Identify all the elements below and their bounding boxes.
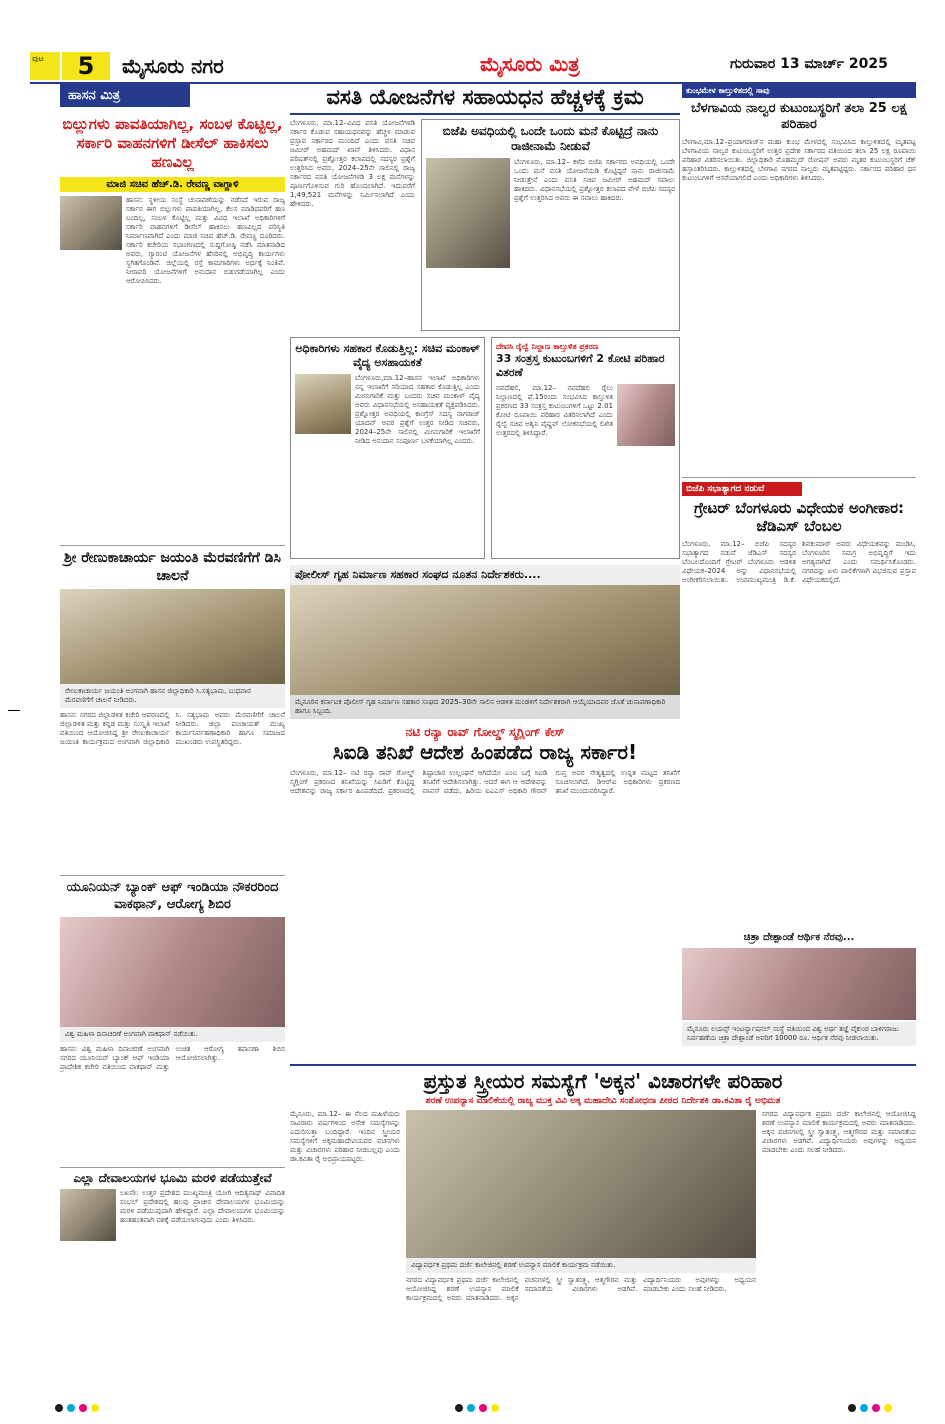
event-photo: [406, 1110, 756, 1258]
story-body: ಬೆಂಗಳೂರು, ಮಾ.12– ನಟಿ ರನ್ಯಾ ರಾವ್ ಗೋಲ್ಡ್ ಸ್ಮಗ್ಲಿಂಗ್ ಪ್ರಕರಣದ ತನಿಖೆಯನ್ನು ಸಿಐಡಿಗೆ ಕೊಟ್ಟಿದ್ದ ಆದೇಶವನ್ನು ರಾಜ್ಯ ಸರ್ಕಾರ ಹಿಂಪಡೆದಿದೆ. ಪ್ರಕರಣದಲ್ಲಿ ಶಿಷ್ಟಾಚಾರ ಉಲ್ಲಂಘನೆ ಆಗಿದೆಯೇ ಎಂಬ ಬಗ್ಗೆ ಸಿಐಡಿ ತನಿಖೆಗೆ ಆದೇಶಿಸಲಾಗಿತ್ತು. ಆದರೆ ಈಗ ಆ ಆದೇಶವನ್ನು ವಾಪಸ್ ಪಡೆದು, ಹಿರಿಯ ಐಎಎಸ್ ಅಧಿಕಾರಿ ಗೌರವ್ ಗುಪ್ತ ಅವರ ನೇತೃತ್ವದಲ್ಲಿ ಉನ್ನತ ಮಟ್ಟದ ತನಿಖೆಗೆ ಸೂಚಿಸಲಾಗಿದೆ. ಡಿಆರ್‌ಐ ಅಧಿಕಾರಿಗಳು ಪ್ರಕರಣದ ತನಿಖೆ ಮುಂದುವರಿಸಿದ್ದಾರೆ.: [290, 769, 680, 795]
story-body: ಬೆಂಗಳೂರು, ಮಾ.12–ವಿವಿಧ ವಸತಿ ಯೋಜನೆಗಳಡಿ ಸರ್ಕಾರ ಕೊಡುವ ಸಹಾಯಧನವನ್ನು ಹೆಚ್ಚಳ ಮಾಡುವ ಪ್ರಸ್ತಾವ ಸರ್ಕಾರದ ಮುಂದಿದೆ ಎಂದು ವಸತಿ ಸಚಿವ ಜಮೀರ್ ಅಹಮದ್ ಖಾನ್ ತಿಳಿಸಿದರು. ವಿಧಾನ ಪರಿಷತ್‌ನಲ್ಲಿ ಪ್ರಶ್ನೋತ್ತರ ಕಲಾಪದಲ್ಲಿ ಸದಸ್ಯರ ಪ್ರಶ್ನೆಗೆ ಉತ್ತರಿಸಿದ ಅವರು, 2024–25ನೇ ಸಾಲಿನಲ್ಲಿ ರಾಜ್ಯ ಸರ್ಕಾರದ ವಸತಿ ಯೋಜನೆಗಳಡಿ 3 ಲಕ್ಷ ಮನೆಗಳನ್ನು ಪೂರ್ಣಗೊಳಿಸುವ ಗುರಿ ಹೊಂದಲಾಗಿದೆ. ಇದುವರೆಗೆ 1,49,521 ಮನೆಗಳನ್ನು ನಿರ್ಮಿಸಲಾಗಿದೆ ಎಂದು ಹೇಳಿದರು.: [290, 119, 415, 209]
box-body: ಬೆಂಗಳೂರು,ಮಾ.12–ಹಾಸನ ಇಲಾಖೆ ಅಧಿಕಾರಿಗಳು ನನ್ನ ಇಲಾಖೆಗೆ ಸರಿಯಾದ ಸಹಕಾರ ಕೊಡುತ್ತಿಲ್ಲ ಎಂದು ಮೀನುಗಾರಿಕೆ ಮತ್ತು ಬಂದರು ಸಚಿವ ಮಂಕಾಳ್ ವೈದ್ಯ ಅವರು ವಿಧಾನಸಭೆಯಲ್ಲಿ ಅಸಹಾಯಕತೆ ವ್ಯಕ್ತಪಡಿಸಿದರು. ಪ್ರಶ್ನೋತ್ತರ ಅವಧಿಯಲ್ಲಿ ಕಾಂಗ್ರೆಸ್ ಸದಸ್ಯ ನಾಗರಾಜ್ ಯಾದವ್ ಅವರ ಪ್ರಶ್ನೆಗೆ ಉತ್ತರ ನೀಡಿದ ಸಚಿವರು, 2024–25ನೇ ಸಾಲಿನಲ್ಲಿ ಮೀನುಗಾರಿಕೆ ಇಲಾಖೆಗೆ ನೀಡಿದ ಅನುದಾನ ಸಂಪೂರ್ಣ ಬಳಕೆಯಾಗಿಲ್ಲ ಎಂದರು.: [355, 373, 480, 445]
registration-marks-center: [455, 1404, 499, 1412]
registration-dot: [467, 1404, 475, 1412]
box-body: ನವದೆಹಲಿ, ಮಾ.12– ನವದೆಹಲಿ ರೈಲು ನಿಲ್ದಾಣದಲ್ಲಿ ಫೆ.15ರಂದು ಸಂಭವಿಸಿದ ಕಾಲ್ತುಳಿತ ಪ್ರಕರಣದ 33 ಸಂತ್ರಸ್ತ ಕುಟುಂಬಗಳಿಗೆ ಒಟ್ಟು 2.01 ಕೋಟಿ ರೂಪಾಯಿ ಪರಿಹಾರ ವಿತರಿಸಲಾಗಿದೆ ಎಂದು ರೈಲ್ವೆ ಸಚಿವ ಅಶ್ವಿನಿ ವೈಷ್ಣವ್ ಲೋಕಸಭೆಯಲ್ಲಿ ಲಿಖಿತ ಉತ್ತರದಲ್ಲಿ ತಿಳಿಸಿದ್ದಾರೆ.: [496, 383, 613, 437]
story-headline: ಯೂನಿಯನ್ ಬ್ಯಾಂಕ್ ಆಫ್ ಇಂಡಿಯಾ ನೌಕರರಿಂದ ವಾಕಥಾನ್, ಆರೋಗ್ಯ ಶಿಬಿರ: [66, 880, 279, 912]
story-headline: ಎಲ್ಲಾ ದೇವಾಲಯಗಳ ಭೂಮಿ ಮರಳಿ ಪಡೆಯುತ್ತೇವೆ: [73, 1170, 272, 1185]
photo-caption: ವಿದ್ಯಾವರ್ಧಕ ಪ್ರಥಮ ದರ್ಜೆ ಕಾಲೇಜಿನಲ್ಲಿ ಶರಣೆ ಉಪನ್ಯಾಸ ಮಾಲಿಕೆ ಕಾರ್ಯಕ್ರಮ ನಡೆಯಿತು.: [406, 1258, 756, 1273]
page-number: 5: [62, 52, 110, 80]
story-body: ಹಾಸನ: ನಗರದ ಜಿಲ್ಲಾಡಳಿತ ಕಚೇರಿ ಆವರಣದಲ್ಲಿ ಜಿಲ್ಲಾಡಳಿತ ಮತ್ತು ಕನ್ನಡ ಮತ್ತು ಸಂಸ್ಕೃತಿ ಇಲಾಖೆ ವತಿಯಿಂದ ಆಯೋಜಿಸಿದ್ದ ಶ್ರೀ ರೇಣುಕಾಚಾರ್ಯ ಜಯಂತಿ ಕಾರ್ಯಕ್ರಮದ ಅಂಗವಾಗಿ ಜಿಲ್ಲಾಧಿಕಾರಿ ಸಿ. ಸತ್ಯಭಾಮ ಅವರು ಮೆರವಣಿಗೆಗೆ ಚಾಲನೆ ನೀಡಿದರು. ಜಿಲ್ಲಾ ಪಂಚಾಯತ್ ಮುಖ್ಯ ಕಾರ್ಯನಿರ್ವಹಣಾಧಿಕಾರಿ ಹಾಗೂ ಸಮಾಜದ ಮುಖಂಡರು ಉಪಸ್ಥಿತರಿದ್ದರು.: [60, 711, 285, 747]
story-body: ಮೈಸೂರು, ಮಾ.12– ಈ ನೆಲದ ಮಹಿಳೆಯರು ಸಾವಿರಾರು ವರ್ಷಗಳಿಂದ ಅನೇಕ ಸಮಸ್ಯೆಗಳನ್ನು ಎದುರಿಸುತ್ತಾ ಬಂದಿದ್ದಾರೆ. ಇಂದಿನ ಸ್ತ್ರೀಯರ ಸಮಸ್ಯೆಗಳಿಗೆ ಅಕ್ಕಮಹಾದೇವಿಯವರ ವಚನಗಳು ಮತ್ತು ವಿಚಾರಗಳು ಪರಿಹಾರ ನೀಡಬಲ್ಲವು ಎಂದು ಡಾ.ಕವಿತಾ ರೈ ಅಭಿಪ್ರಾಯಪಟ್ಟರು.: [290, 1110, 400, 1163]
registration-dot: [91, 1404, 99, 1412]
story-headline: ಪ್ರಸ್ತುತ ಸ್ತ್ರೀಯರ ಸಮಸ್ಯೆಗೆ 'ಅಕ್ಕನ' ವಿಚಾರಗಳೇ ಪರಿಹಾರ: [290, 1064, 916, 1094]
story-kicker: ಬಿಜೆಪಿ ಸಭಾತ್ಯಾಗದ ನಡುವೆ: [682, 482, 802, 496]
story-body: ನಗರದ ವಿದ್ಯಾವರ್ಧಕ ಪ್ರಥಮ ದರ್ಜೆ ಕಾಲೇಜಿನಲ್ಲಿ ಆಯೋಜಿಸಿದ್ದ ಶರಣೆ ಉಪನ್ಯಾಸ ಮಾಲಿಕೆ ಕಾರ್ಯಕ್ರಮದಲ್ಲಿ ಅವರು ಮಾತನಾಡಿದರು. ಅಕ್ಕನ ವಚನಗಳಲ್ಲಿ ಸ್ತ್ರೀ ಸ್ವಾತಂತ್ರ್ಯ, ಆತ್ಮಗೌರವ ಮತ್ತು ಸಮಾನತೆಯ ವಿಚಾರಗಳು ಅಡಗಿವೆ. ವಿದ್ಯಾರ್ಥಿನಿಯರು ಅವುಗಳನ್ನು ಅಧ್ಯಯನ ಮಾಡಬೇಕು ಎಂದು ಸಲಹೆ ನೀಡಿದರು.: [406, 1276, 756, 1302]
registration-marks-left: [55, 1404, 99, 1412]
box-headline: 33 ಸಂತ್ರಸ್ತ ಕುಟುಂಬಗಳಿಗೆ 2 ಕೋಟಿ ಪರಿಹಾರ ವಿತರಣೆ: [496, 352, 665, 379]
page-label: ಪುಟ: [30, 52, 60, 80]
story-subhead: ಶರಣೆ ಉಪನ್ಯಾಸ ಮಾಲಿಕೆಯಲ್ಲಿ ರಾಜ್ಯ ಮುಕ್ತ ವಿವಿ ಅಕ್ಕ ಮಹಾದೇವಿ ಸಂಶೋಧನಾ ಪೀಠದ ನಿರ್ದೇಶಕಿ ಡಾ.ಕವಿತಾ ರೈ ಅಭಿಮತ: [425, 1096, 781, 1106]
story-headline: ಸಿಐಡಿ ತನಿಖೆ ಆದೇಶ ಹಿಂಪಡೆದ ರಾಜ್ಯ ಸರ್ಕಾರ!: [332, 740, 638, 764]
photo-caption: ವಿಶ್ವ ಮಹಿಳಾ ದಿನಾಚರಣೆ ಅಂಗವಾಗಿ ವಾಕಥಾನ್ ನಡೆಯಿತು.: [60, 1027, 285, 1042]
story-body: ಲಖನೌ: ಉತ್ತರ ಪ್ರದೇಶದ ಮುಖ್ಯಮಂತ್ರಿ ಯೋಗಿ ಆದಿತ್ಯನಾಥ್ ವಿವಾದಿತ ಸಂಭಲ್ ಪ್ರದೇಶದಲ್ಲಿ ಹಲವು ಪ್ರಾಚೀನ ದೇವಾಲಯಗಳ ಭೂಮಿಯನ್ನು ಮರಳಿ ಪಡೆಯುವುದಾಗಿ ಹೇಳಿದ್ದಾರೆ. ಎಲ್ಲಾ ದೇವಾಲಯಗಳ ಭೂಮಿಯನ್ನು ಹಂತಹಂತವಾಗಿ ವಶಕ್ಕೆ ಪಡೆಯಲಾಗುವುದು ಎಂದು ತಿಳಿಸಿದರು.: [120, 1188, 285, 1224]
story-body: ನಗರದ ವಿದ್ಯಾವರ್ಧಕ ಪ್ರಥಮ ದರ್ಜೆ ಕಾಲೇಜಿನಲ್ಲಿ ಆಯೋಜಿಸಿದ್ದ ಶರಣೆ ಉಪನ್ಯಾಸ ಮಾಲಿಕೆ ಕಾರ್ಯಕ್ರಮದಲ್ಲಿ ಅವರು ಮಾತನಾಡಿದರು. ಅಕ್ಕನ ವಚನಗಳಲ್ಲಿ ಸ್ತ್ರೀ ಸ್ವಾತಂತ್ರ್ಯ, ಆತ್ಮಗೌರವ ಮತ್ತು ಸಮಾನತೆಯ ವಿಚಾರಗಳು ಅಡಗಿವೆ. ವಿದ್ಯಾರ್ಥಿನಿಯರು ಅವುಗಳನ್ನು ಅಧ್ಯಯನ ಮಾಡಬೇಕು ಎಂದು ಸಲಹೆ ನೀಡಿದರು.: [762, 1110, 916, 1154]
box-headline: ಅಧಿಕಾರಿಗಳು ಸಹಕಾರ ಕೊಡುತ್ತಿಲ್ಲ: ಸಚಿವ ಮಂಕಾಳ್ ವೈದ್ಯ ಅಸಹಾಯಕತೆ: [295, 342, 480, 369]
story-body: ಬೆಂಗಳೂರು, ಮಾ.12– ಬಿಜೆಪಿ ಸದಸ್ಯರ ಸಭಾತ್ಯಾಗದ ನಡುವೆ ಜೆಡಿಎಸ್ ಸದಸ್ಯರ ಬೆಂಬಲದೊಂದಿಗೆ ಗ್ರೇಟರ್ ಬೆಂಗಳೂರು ಆಡಳಿತ ವಿಧೇಯಕ–2024 ಅನ್ನು ವಿಧಾನಸಭೆಯಲ್ಲಿ ಅಂಗೀಕರಿಸಲಾಯಿತು. ಉಪಮುಖ್ಯಮಂತ್ರಿ ಡಿ.ಕೆ. ಶಿವಕುಮಾರ್ ಅವರು ವಿಧೇಯಕವನ್ನು ಮಂಡಿಸಿ, ಬೆಂಗಳೂರಿನ ಸಮಗ್ರ ಅಭಿವೃದ್ಧಿಗೆ ಇದು ಅಗತ್ಯವಾಗಿದೆ ಎಂದು ಸಮರ್ಥಿಸಿಕೊಂಡರು. ನಗರವನ್ನು ಏಳು ಪಾಲಿಕೆಗಳಾಗಿ ವಿಭಜಿಸುವ ಪ್ರಸ್ತಾವ ವಿಧೇಯಕದಲ್ಲಿದೆ.: [682, 540, 916, 584]
masthead-logo: ಮೈಸೂರು ಮಿತ್ರ: [480, 52, 580, 76]
main-column: [290, 84, 680, 979]
registration-dot: [491, 1404, 499, 1412]
photo-caption: ಮೈಸೂರು ಲಯನ್ಸ್ ಇಂಟರ್ನ್ಯಾಷನಲ್ ಸಂಸ್ಥೆ ವತಿಯಿಂದ ವಿಶ್ವ ಅರ್ಥ ತಜ್ಞೆ ವೈಕುಂಠ ಬಾಳಿಗರಾಜು ನಿರ್ವಹಣೆಯ ಚಿತ್ರಾ ದೇಶ್ಪಾಂಡೆ ಅವರಿಗೆ 10000 ರೂ. ಆರ್ಥಿಕ ನೆರವು ನೀಡಲಾಯಿತು.: [682, 1022, 916, 1046]
box-headline: ಬಿಜೆಪಿ ಅವಧಿಯಲ್ಲಿ ಒಂದೇ ಒಂದು ಮನೆ ಕೊಟ್ಟಿದ್ರೆ ನಾನು ರಾಜೀನಾಮೆ ನೀಡುವೆ: [442, 124, 659, 154]
story-headline: ಬೆಳಗಾವಿಯ ನಾಲ್ವರ ಕುಟುಂಬಸ್ಥರಿಗೆ ತಲಾ 25 ಲಕ್ಷ ಪರಿಹಾರ: [691, 101, 907, 133]
photo-headline: ಪೋಲೀಸ್ ಗೃಹ ನಿರ್ಮಾಣ ಸಹಕಾರ ಸಂಘದ ನೂತನ ನಿರ್ದೇಶಕರು....: [290, 565, 680, 585]
registration-dot: [872, 1404, 880, 1412]
story-kicker: ನಟಿ ರನ್ಯಾ ರಾವ್ ಗೋಲ್ಡ್ ಸ್ಮಗ್ಲಿಂಗ್ ಕೇಸ್: [405, 725, 565, 739]
award-photo: [682, 948, 916, 1020]
minister-photo: [426, 158, 510, 268]
portrait-photo: [60, 1189, 116, 1241]
portrait-photo: [60, 196, 122, 250]
registration-marks-right: [848, 1404, 892, 1412]
story-byline: ಮಾಜಿ ಸಚಿವ ಹೆಚ್.ಡಿ. ರೇವಣ್ಣ ವಾಗ್ದಾಳಿ: [60, 177, 285, 192]
story-box: [491, 337, 680, 559]
bottom-story: [290, 1064, 916, 1372]
registration-dot: [79, 1404, 87, 1412]
dateline: ಗುರುವಾರ 13 ಮಾರ್ಚ್ 2025: [730, 56, 888, 72]
margin-mark: [8, 710, 20, 711]
photo-story: [682, 932, 916, 945]
minister-photo: [295, 374, 351, 434]
news-photo: [617, 384, 675, 446]
story-box: [421, 119, 680, 331]
registration-dot: [884, 1404, 892, 1412]
lead-headline: ವಸತಿ ಯೋಜನೆಗಳ ಸಹಾಯಧನ ಹೆಚ್ಚಳಕ್ಕೆ ಕ್ರಮ: [290, 84, 680, 115]
section-band: ಹಾಸನ ಮಿತ್ರ: [60, 84, 190, 107]
story-headline: ಗ್ರೇಟರ್ ಬೆಂಗಳೂರು ವಿಧೇಯಕ ಅಂಗೀಕಾರ: ಜೆಡಿಎಸ್ ಬೆಂಬಲ: [693, 498, 905, 536]
photo-caption: ರೇಣುಕಾಚಾರ್ಯ ಜಯಂತಿ ಅಂಗವಾಗಿ ಹಾಸನ ಜಿಲ್ಲಾಧಿಕಾರಿ ಸಿ.ಸತ್ಯಭಾಮ, ಬುಧವಾರ ಮೆರವಣಿಗೆಗೆ ಚಾಲನೆ ನೀಡಿದರು.: [60, 684, 285, 708]
section-title: ಮೈಸೂರು ನಗರ: [122, 54, 224, 78]
registration-dot: [848, 1404, 856, 1412]
box-kicker: ದೇವಸಿ ರೈಲ್ವೆ ನಿಲ್ದಾಣ ಕಾಲ್ತುಳಿತ ಪ್ರಕರಣ: [496, 342, 599, 352]
photo-caption: ಮೈಸೂರಿನ ಕರ್ನಾಟಕ ಪೊಲೀಸ್ ಗೃಹ ನಿರ್ಮಾಣ ಸಹಕಾರ ಸಂಘದ 2025–30ನೇ ಸಾಲಿನ ಆಡಳಿತ ಮಂಡಳಿಗೆ ನಿರ್ದೇಶಕರಾಗಿ ಆಯ್ಕೆಯಾದವರ ಜೊತೆ ಚುನಾವಣಾಧಿಕಾರಿ ಹಾಗೂ ಸಿಬ್ಬಂದಿ.: [290, 695, 680, 719]
photo-headline: ಚಿತ್ರಾ ದೇಶ್ಪಾಂಡೆ ಆರ್ಥಿಕ ನೆರವು...: [743, 932, 855, 943]
story-body: ಹಾಸನ: ಸ್ಥಳೀಯ ಸಂಸ್ಥೆ ಚುನಾವಣೆಯನ್ನು ನಡೆಸದೆ ಇರುವ ರಾಜ್ಯ ಸರ್ಕಾರ ಈಗ ಬಿಲ್ಲುಗಳು ಪಾವತಿಯಾಗಿಲ್ಲ, ಕೆಲಸ ಮಾಡಿದವರಿಗೆ ಹಣ ಬಂದಿಲ್ಲ, ಸಂಬಳ ಕೊಟ್ಟಿಲ್ಲ ಮತ್ತು ವಿವಿಧ ಇಲಾಖೆ ಅಧಿಕಾರಿಗಳಿಗೆ ಸರ್ಕಾರಿ ವಾಹನಗಳಿಗೆ ಡೀಸೆಲ್ ಹಾಕಿಸಲು ಹಣವಿಲ್ಲದ ಪರಿಸ್ಥಿತಿ ನಿರ್ಮಾಣವಾಗಿದೆ ಎಂದು ಮಾಜಿ ಸಚಿವ ಹೆಚ್.ಡಿ. ರೇವಣ್ಣ ದೂರಿದರು. ಸರ್ಕಾರಿ ಕಚೇರಿಯ ಸಭಾಂಗಣದಲ್ಲಿ ಸುದ್ದಿಗೋಷ್ಠಿ ನಡೆಸಿ ಮಾತನಾಡಿದ ಅವರು, ಗ್ಯಾರಂಟಿ ಯೋಜನೆಗಳ ಹೆಸರಿನಲ್ಲಿ ಅಭಿವೃದ್ಧಿ ಕಾರ್ಯಗಳು ಸ್ಥಗಿತಗೊಂಡಿವೆ. ಜಿಲ್ಲೆಯಲ್ಲಿ ರಸ್ತೆ ಕಾಮಗಾರಿಗಳು ಅರ್ಧಕ್ಕೆ ನಿಂತಿವೆ. ನೀರಾವರಿ ಯೋಜನೆಗಳಿಗೆ ಅನುದಾನ ಬಿಡುಗಡೆಯಾಗಿಲ್ಲ ಎಂದು ಆರೋಪಿಸಿದರು.: [126, 196, 285, 286]
story-headline: ಶ್ರೀ ರೇಣುಕಾಚಾರ್ಯ ಜಯಂತಿ ಮೆರವಣಿಗೆಗೆ ಡಿಸಿ ಚಾಲನೆ: [64, 550, 281, 584]
left-column: [60, 84, 285, 1269]
news-photo: [60, 589, 285, 684]
right-column: [682, 84, 916, 810]
story-body: ಬೆಳಗಾವಿ,ಮಾ.12–ಪ್ರಯಾಗರಾಜ್‌ನ ಮಹಾ ಕುಂಭ ಮೇಳದಲ್ಲಿ ಸಂಭವಿಸಿದ ಕಾಲ್ತುಳಿತದಲ್ಲಿ ಮೃತಪಟ್ಟ ಬೆಳಗಾವಿಯ ನಾಲ್ವರ ಕುಟುಂಬಸ್ಥರಿಗೆ ಉತ್ತರ ಪ್ರದೇಶ ಸರ್ಕಾರದ ವತಿಯಿಂದ ತಲಾ 25 ಲಕ್ಷ ರೂಪಾಯಿ ಪರಿಹಾರ ವಿತರಿಸಲಾಯಿತು. ಜಿಲ್ಲಾಧಿಕಾರಿ ಮೊಹಮ್ಮದ್ ರೋಷನ್ ಅವರು ಮೃತರ ಕುಟುಂಬಸ್ಥರಿಗೆ ಚೆಕ್ ಹಸ್ತಾಂತರಿಸಿದರು. ಕಾಲ್ತುಳಿತದಲ್ಲಿ ಬೆಳಗಾವಿ ನಗರದ ನಾಲ್ವರು ಮೃತಪಟ್ಟಿದ್ದರು. ಸರ್ಕಾರದ ಪರಿಹಾರ ಧನ ಕುಟುಂಬಗಳಿಗೆ ಆಸರೆಯಾಗಲಿದೆ ಎಂದು ಅಧಿಕಾರಿಗಳು ತಿಳಿಸಿದರು.: [682, 137, 916, 182]
registration-dot: [67, 1404, 75, 1412]
registration-dot: [55, 1404, 63, 1412]
registration-dot: [479, 1404, 487, 1412]
registration-dot: [860, 1404, 868, 1412]
group-photo: [290, 585, 680, 695]
registration-dot: [455, 1404, 463, 1412]
news-photo: [60, 917, 285, 1027]
story-headline: ಬಿಲ್ಲುಗಳು ಪಾವತಿಯಾಗಿಲ್ಲ, ಸಂಬಳ ಕೊಟ್ಟಿಲ್ಲ, ಸರ್ಕಾರಿ ವಾಹನಗಳಿಗೆ ಡೀಸೆಲ್ ಹಾಕಿಸಲು ಹಣವಿಲ್ಲ: [62, 115, 283, 171]
story-body: ಹಾಸನ: ವಿಶ್ವ ಮಹಿಳಾ ದಿನಾಚರಣೆ ಅಂಗವಾಗಿ ನಗರದ ಯೂನಿಯನ್ ಬ್ಯಾಂಕ್ ಆಫ್ ಇಂಡಿಯಾ ಪ್ರಾದೇಶಿಕ ಕಚೇರಿ ವತಿಯಿಂದ ವಾಕಥಾನ್ ಮತ್ತು ಉಚಿತ ಆರೋಗ್ಯ ತಪಾಸಣಾ ಶಿಬಿರ ಆಯೋಜಿಸಲಾಗಿತ್ತು.: [60, 1044, 285, 1071]
story-box: [290, 337, 485, 559]
story-kicker: ಕುಂಭಮೇಳ ಕಾಲ್ತುಳಿತದಲ್ಲಿ ಸಾವು: [682, 84, 916, 98]
box-body: ಬೆಂಗಳೂರು, ಮಾ.12– ಕಳೆದ ಬಿಜೆಪಿ ಸರ್ಕಾರದ ಅವಧಿಯಲ್ಲಿ ಒಂದೇ ಒಂದು ಮನೆ ವಸತಿ ಯೋಜನೆಯಡಿ ಕೊಟ್ಟಿದ್ದರೆ ನಾನು ರಾಜೀನಾಮೆ ನೀಡುತ್ತೇನೆ ಎಂದು ವಸತಿ ಸಚಿವ ಜಮೀರ್ ಅಹಮದ್ ಸವಾಲು ಹಾಕಿದರು. ವಿಧಾನಸಭೆಯಲ್ಲಿ ಪ್ರಶ್ನೋತ್ತರ ಕಲಾಪದ ವೇಳೆ ಬಿಜೆಪಿ ಸದಸ್ಯರ ಪ್ರಶ್ನೆಗೆ ಉತ್ತರಿಸಿದ ಅವರು ಈ ಸವಾಲು ಹಾಕಿದರು.: [514, 158, 675, 203]
